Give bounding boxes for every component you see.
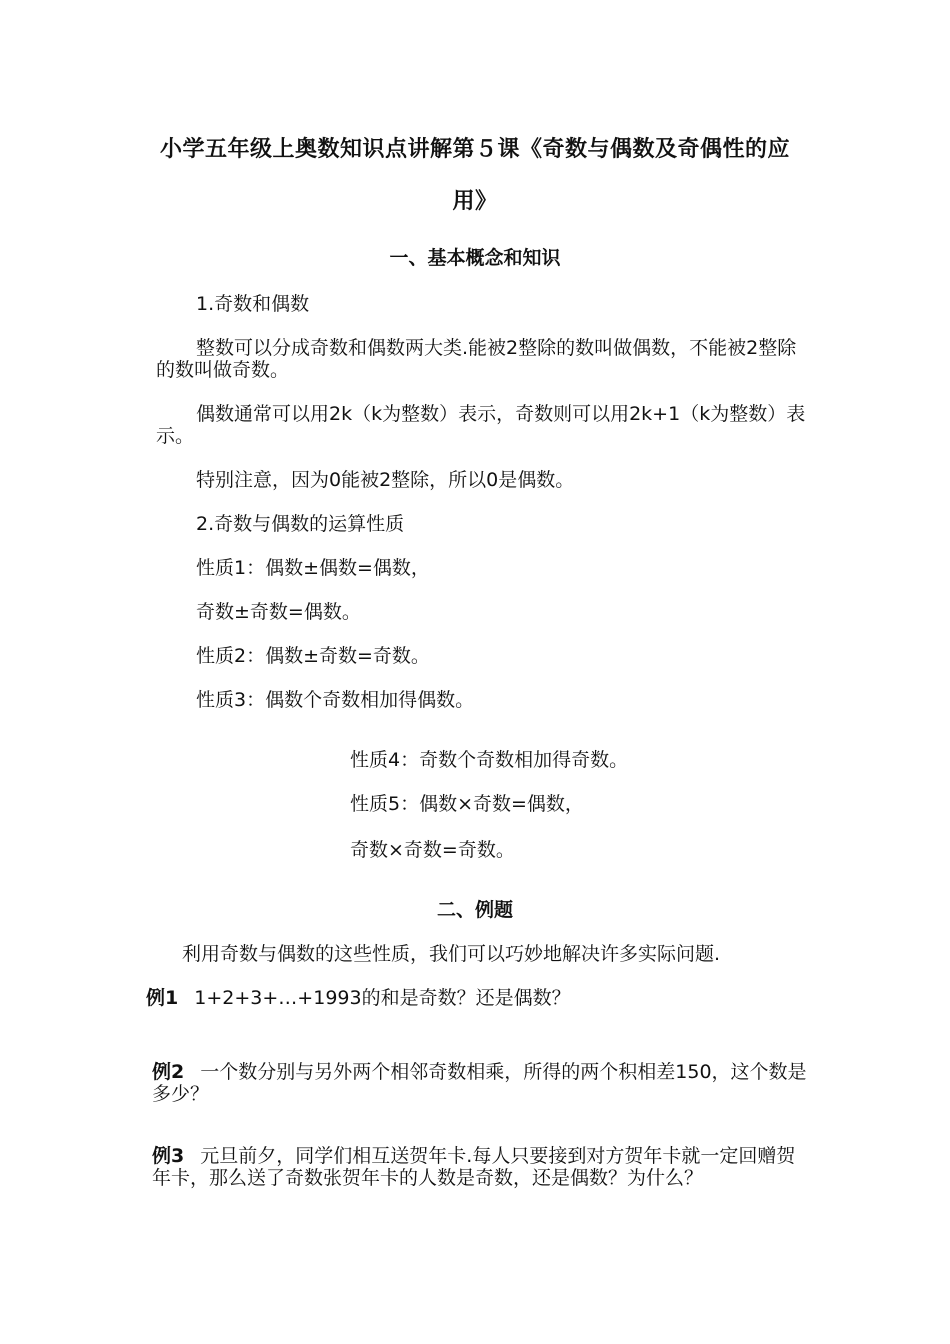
example-3-label: 例3 [152,1145,185,1167]
example-3-text-line2: 年卡，那么送了奇数张贺年卡的人数是奇数，还是偶数？为什么？ [152,1167,704,1189]
property-2: 性质2：偶数±奇数=奇数。 [196,645,430,667]
example-2-label: 例2 [152,1061,185,1083]
property-4: 性质4：奇数个奇数相加得奇数。 [350,749,629,771]
paragraph-representation-line1: 偶数通常可以用2k（k为整数）表示，奇数则可以用2k+1（k为整数）表 [196,403,806,425]
example-2-text-line1: 一个数分别与另外两个相邻奇数相乘，所得的两个积相差150，这个数是 [200,1061,807,1083]
property-5b: 奇数×奇数=奇数。 [350,839,515,861]
property-3: 性质3：偶数个奇数相加得偶数。 [196,689,475,711]
example-2-text-line2: 多少？ [152,1083,210,1105]
example-1-label: 例1 [146,987,179,1009]
paragraph-definition-line1: 整数可以分成奇数和偶数两大类.能被2整除的数叫做偶数，不能被2整除 [196,337,797,359]
section-heading-examples: 二、例题 [436,899,513,921]
document-title-line1: 小学五年级上奥数知识点讲解第５课《奇数与偶数及奇偶性的应 [159,137,790,162]
examples-intro: 利用奇数与偶数的这些性质，我们可以巧妙地解决许多实际问题. [182,943,721,965]
document-title-line2: 用》 [452,189,498,214]
property-5a: 性质5：偶数×奇数=偶数， [350,793,584,815]
example-1-text: 1+2+3+…+1993的和是奇数？还是偶数？ [194,987,571,1009]
paragraph-representation-line2: 示。 [156,425,195,447]
section-heading-basics: 一、基本概念和知识 [389,247,561,269]
example-3-line1 [152,1144,795,1168]
subheading-odd-even: 1.奇数和偶数 [196,293,310,315]
example-3-text-line1: 元旦前夕，同学们相互送贺年卡.每人只要接到对方贺年卡就一定回赠贺 [200,1145,796,1167]
property-1b: 奇数±奇数=偶数。 [196,601,361,623]
property-1a: 性质1：偶数±偶数=偶数， [196,557,430,579]
paragraph-definition-line2: 的数叫做奇数。 [156,359,290,381]
subheading-properties: 2.奇数与偶数的运算性质 [196,513,405,535]
paragraph-zero-note: 特别注意，因为0能被2整除，所以0是偶数。 [196,469,575,491]
example-1 [146,986,571,1010]
example-2-line1 [152,1060,807,1084]
